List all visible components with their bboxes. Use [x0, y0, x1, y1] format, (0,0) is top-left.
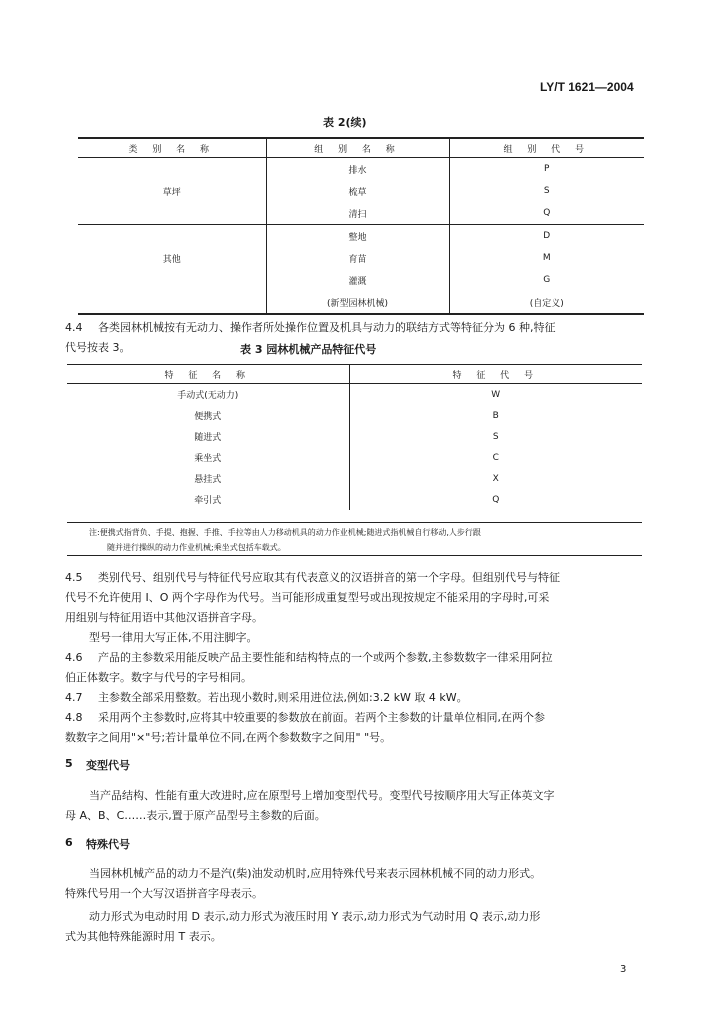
table2-group-name: 灌溉 — [266, 269, 449, 291]
table3-header-row — [67, 365, 642, 384]
table3-feature-code: C — [492, 452, 499, 463]
table3-feature-code: W — [491, 389, 501, 400]
clause-4-5-line1: 类别代号、组别代号与特征代号应取其有代表意义的汉语拼音的第一个字母。但组别代号与特征 — [98, 571, 560, 584]
table3-feature-code: Q — [492, 494, 500, 505]
table3 — [67, 364, 642, 510]
table2-group-code: S — [543, 186, 550, 196]
table2-category-cell: 草坪 — [78, 158, 266, 225]
table-row — [67, 468, 642, 489]
clause-4-5-line2: 代号不允许使用 I、O 两个字母作为代号。当可能形成重复型号或出现按规定不能采用的字母时,可采 — [65, 591, 550, 604]
section-6-line3: 动力形式为电动时用 D 表示,动力形式为液压时用 Y 表示,动力形式为气动时用 Q 表示,动力形 — [89, 910, 541, 923]
clause-4-8-line2: 数数字之间用"×"号;若计量单位不同,在两个参数数字之间用" "号。 — [65, 731, 392, 744]
standard-code: LY/T 1621—2004 — [540, 80, 634, 94]
clause-4-8-line1: 采用两个主参数时,应将其中较重要的参数放在前面。若两个主参数的计量单位相同,在两个参 — [98, 711, 545, 724]
table2-caption: 表 2(续) — [323, 116, 367, 129]
clause-4-6-number: 4.6 — [65, 651, 83, 664]
table2-group-name: 清扫 — [266, 202, 449, 225]
table2-empty-cell — [78, 291, 266, 314]
table3-feature-name: 乘坐式 — [67, 447, 349, 468]
table3-feature-name: 牵引式 — [67, 489, 349, 510]
table3-note-line2: 随并进行操纵的动力作业机械;乘坐式包括车载式。 — [107, 543, 286, 552]
clause-4-4-line1: 各类园林机械按有无动力、操作者所处操作位置及机具与动力的联结方式等特征分为 6 种,特征 — [98, 321, 556, 334]
clause-4-6-line1: 产品的主参数采用能反映产品主要性能和结构特点的一个或两个参数,主参数数字一律采用阿拉 — [98, 651, 553, 664]
clause-4-7-line1: 主参数全部采用整数。若出现小数时,则采用进位法,例如:3.2 kW 取 4 kW。 — [98, 691, 468, 704]
clause-4-7-number: 4.7 — [65, 691, 83, 704]
table3-feature-code: B — [492, 410, 499, 421]
table2-col-group-name: 组 别 名 称 — [266, 138, 449, 158]
section-6-title: 特殊代号 — [86, 838, 130, 851]
table2-group-name: 育苗 — [266, 247, 449, 269]
clause-4-5-number: 4.5 — [65, 571, 83, 584]
table-row — [78, 158, 644, 181]
clause-4-6-line2: 伯正体数字。数字与代号的字号相同。 — [65, 671, 252, 684]
table3-feature-name: 悬挂式 — [67, 468, 349, 489]
section-6-line4: 式为其他特殊能源时用 T 表示。 — [65, 930, 222, 943]
section-6-line2: 特殊代号用一个大写汉语拼音字母表示。 — [65, 887, 263, 900]
section-5-line1: 当产品结构、性能有重大改进时,应在原型号上增加变型代号。变型代号按顺序用大写正体英文字 — [89, 789, 555, 802]
clause-4-5-line4: 型号一律用大写正体,不用注脚字。 — [89, 631, 258, 644]
clause-4-5-line3: 用组别与特征用语中其他汉语拼音字母。 — [65, 611, 263, 624]
page-number: 3 — [620, 964, 627, 975]
table2-group-code: Q — [543, 208, 551, 218]
table3-note — [67, 522, 642, 556]
table2-group-code: (自定义) — [529, 298, 564, 309]
table3-note-line1: 注:便携式指背负、手提、抱握、手推、手拉等由人力移动机具的动力作业机械;随进式指机械自行移动,人步行跟 — [89, 528, 481, 537]
clause-4-4-line2: 代号按表 3。 — [65, 341, 131, 354]
table3-feature-code: S — [492, 431, 499, 442]
table-row — [78, 291, 644, 314]
table2-group-name: 排水 — [266, 158, 449, 181]
table2-group-code: M — [542, 253, 551, 263]
table3-feature-name: 手动式(无动力) — [67, 384, 349, 406]
table2-group-name: (新型园林机械) — [266, 291, 449, 314]
section-5-number: 5 — [65, 757, 73, 770]
table2-group-code: D — [449, 225, 644, 248]
table-row — [67, 405, 642, 426]
section-6-number: 6 — [65, 836, 73, 849]
table2-group-name: 梳草 — [266, 180, 449, 202]
table-row — [67, 426, 642, 447]
table-row — [67, 384, 642, 406]
table3-col-code: 特 征 代 号 — [349, 365, 642, 384]
table2-group-code: P — [544, 164, 550, 174]
table2-group-code: G — [543, 275, 551, 285]
table-row — [67, 447, 642, 468]
table3-feature-name: 便携式 — [67, 405, 349, 426]
section-6-line1: 当园林机械产品的动力不是汽(柴)油发动机时,应用特殊代号来表示园林机械不同的动力形式。 — [89, 867, 542, 880]
section-5-line2: 母 A、B、C……表示,置于原产品型号主参数的后面。 — [65, 809, 326, 822]
table2-header-row — [78, 138, 644, 158]
table2 — [78, 137, 644, 315]
table3-caption: 表 3 园林机械产品特征代号 — [240, 343, 377, 356]
table-row — [67, 489, 642, 510]
table3-col-name: 特 征 名 称 — [67, 365, 349, 384]
table3-feature-name: 随进式 — [67, 426, 349, 447]
clause-4-8-number: 4.8 — [65, 711, 83, 724]
clause-4-4-number: 4.4 — [65, 321, 83, 334]
table-row — [78, 225, 644, 248]
table2-col-group-code: 组 别 代 号 — [449, 138, 644, 158]
table2-group-name: 整地 — [266, 225, 449, 248]
table3-feature-code: X — [492, 473, 499, 484]
section-5-title: 变型代号 — [86, 759, 130, 772]
table2-col-category: 类 别 名 称 — [78, 138, 266, 158]
table2-category-cell: 其他 — [78, 225, 266, 292]
